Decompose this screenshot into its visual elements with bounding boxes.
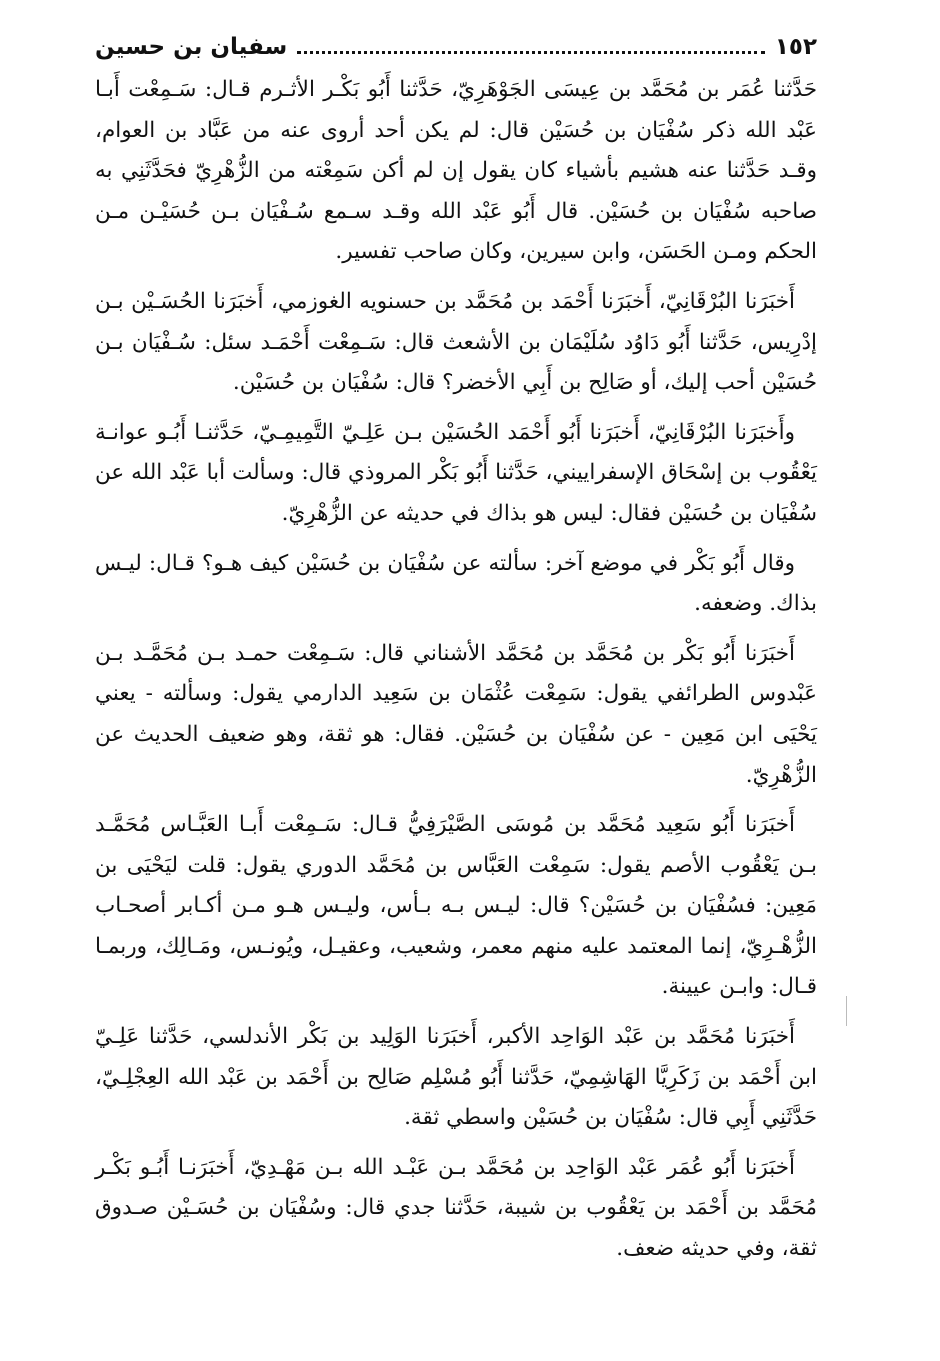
paragraph-2: أَخبَرَنا البُرْقَانِيّ، أَخبَرَنا أَحْمَد بن مُحَمَّد بن حسنويه الغوزمي، أَخبَرَنا الحُسَـيْن بـن إدْرِيس، حَدَّثنا أَبُو دَاوُد سُلَيْمَان بن الأشعث قال: سَـمِعْت أَحْمَـد سئل: سُـفْيَان بـن حُسَيْن أحب إليك، أو صَالِح بن أَبِي الأخضر؟ قال: سُفْيَان بن حُسَيْن. (95, 288, 817, 396)
paragraph-5: أَخبَرَنا أَبُو بَكْر بن مُحَمَّد بن مُحَمَّد الأشناني قال: سَـمِعْت حمـد بـن مُحَمَّـد بـن عَبْدوس الطرائفي يقول: سَمِعْت عُثْمَان بن سَعِيد الدارمي يقول: وسألته - يعني يَحْيَى ابن مَعِين - عن سُفْيَان بن حُسَيْن. فقال: هو ثقة، وهو ضعيف الحديث عن الزُّهْرِيّ. (95, 640, 817, 788)
paragraph-4: وقال أَبُو بَكْر في موضع آخر: سألته عن سُفْيَان بن حُسَيْن كيف هـو؟ قـال: ليـس بذاك. وضعفه. (95, 550, 817, 617)
margin-mark (846, 996, 847, 1026)
running-title: سفيان بن حسين (95, 34, 288, 60)
paragraph-8: أَخبَرَنا أَبُو عُمَر عَبْد الوَاحِد بن مُحَمَّد بـن عَبْـد الله بـن مَهْـدِيّ، أَخبَرَنـا أَبُـو بَكْـر مُحَمَّد بن أَحْمَد بن يَعْقُوب بن شيبة، حَدَّثنا جدي قال: وسُفْيَان بن حُسَـيْن صـدوق ثقة، وفي حديثه ضعف. (95, 1154, 817, 1262)
book-page (95, 28, 817, 1279)
page-body (95, 70, 817, 1270)
paragraph-3: وأَخبَرَنا البُرْقَانِيّ، أَخبَرَنا أَبُو أَحْمَد الحُسَيْن بـن عَلِـيّ التَّمِيمِـيّ، حَدَّثنـا أَبُـو عوانـة يَعْقُوب بن إسْحَاق الإسفراييني، حَدَّثنا أَبُو بَكْر المروذي قال: وسألت أبا عَبْد الله عن سُفْيَان بن حُسَيْن فقال: ليس هو بذاك في حديثه عن الزُّهْرِيّ. (95, 419, 817, 526)
paragraph-1: حَدَّثنا عُمَر بن مُحَمَّد بن عِيسَى الجَوْهَرِيّ، حَدَّثنا أَبُو بَكْـر الأثـرم قـال: سَـمِعْت أَبـا عَبْد الله ذكر سُفْيَان بن حُسَيْن قال: لم يكن أحد أروى عنه من عَبَّاد بن العوام، وقـد حَدَّثنا عنه هشيم بأشياء كان يقول إن لم أكن سَمِعْته من الزُّهْرِيّ فحَدَّثَنِي به صاحبه سُفْيَان بن حُسَيْن. قال أَبُو عَبْد الله وقـد سـمع سُـفْيَان بـن حُسَيْـن مـن الحكم ومـن الحَسَن، وابن سيرين، وكان صاحب تفسير. (95, 77, 817, 265)
page-number: ١٥٢ (774, 34, 817, 60)
paragraph-7: أَخبَرَنا مُحَمَّد بن عَبْد الوَاحِد الأكبر، أَخبَرَنا الوَلِيد بن بَكْر الأندلسي، حَدَّثنا عَلِـيّ ابن أَحْمَد بن زَكَرِيَّا الهَاشِمِيّ، حَدَّثنا أَبُو مُسْلِم صَالِح بن أَحْمَد بن عَبْد الله العِجْلِـيّ، حَدَّثَنِي أَبِي قال: سُفْيَان بن حُسَيْن واسطي ثقة. (95, 1024, 817, 1131)
paragraph-6: أَخبَرَنا أَبُو سَعِيد مُحَمَّد بن مُوسَى الصَّيْرَفِيُّ قـال: سَـمِعْت أَبـا العَبَّـاس مُحَمَّـد بـن يَعْقُوب الأصم يقول: سَمِعْت العَبَّاس بن مُحَمَّد الدوري يقول: قلت ليَحْيَى بن مَعِين: فسُفْيَان بن حُسَيْن؟ قال: ليـس بـه بـأس، وليـس هـو مـن أكـابر أصحـاب الزُّهْـرِيّ، إنما المعتمد عليه منهم معمر، وشعيب، وعقيـل، ويُونـس، ومَـالِك، وربمـا قـال: وابـن عيينة. (95, 812, 817, 1000)
dotted-leader (297, 29, 765, 54)
page-header (95, 28, 817, 66)
